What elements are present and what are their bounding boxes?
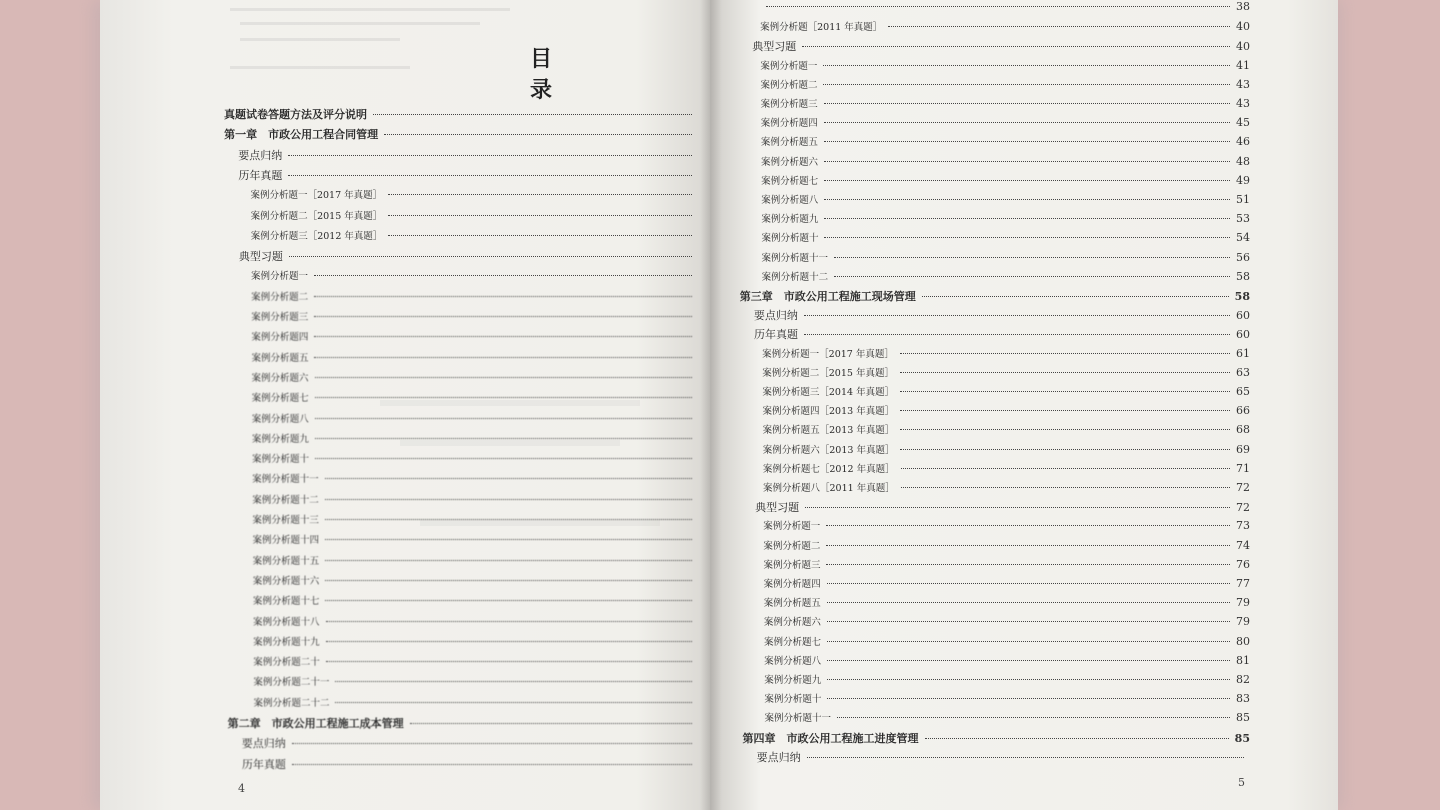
toc-entry <box>760 19 1250 33</box>
toc-entry-label: 案例分析题九 <box>761 214 819 226</box>
toc-entry-label: 案例分析题二 <box>763 540 821 552</box>
toc-entry-page: 45 <box>1235 116 1250 130</box>
page-number-left: 4 <box>238 782 245 795</box>
toc-entry-label: 案例分析题六 <box>251 372 309 384</box>
toc-entry-page: 85 <box>1234 731 1250 745</box>
dot-leader <box>325 499 692 500</box>
dot-leader <box>827 621 1230 622</box>
toc-entry-label: 案例分析题二［2015 年真题］ <box>250 210 383 222</box>
toc-entry <box>740 288 1250 304</box>
toc-entry <box>764 653 1250 667</box>
dot-leader <box>314 316 692 317</box>
toc-entry <box>762 346 1250 360</box>
toc-entry-label: 案例分析题二 <box>760 79 818 91</box>
dot-leader <box>834 257 1230 258</box>
toc-entry-label: 案例分析题一［2017 年真题］ <box>250 190 383 202</box>
toc-entry-label: 案例分析题七［2012 年真题］ <box>762 463 895 475</box>
toc-entry-label: 案例分析题十 <box>252 454 310 466</box>
dot-leader <box>314 357 692 358</box>
dot-leader <box>900 391 1230 392</box>
left-page <box>100 0 710 810</box>
dot-leader <box>315 438 692 439</box>
dot-leader <box>900 372 1230 373</box>
dot-leader <box>900 353 1230 354</box>
dot-leader <box>292 764 692 765</box>
toc-entry-label: 案例分析题十 <box>761 233 819 245</box>
toc-entry <box>251 268 698 282</box>
toc-entry <box>762 365 1250 379</box>
toc-entry <box>761 211 1250 225</box>
dot-leader <box>901 487 1230 488</box>
toc-title: 目 录 <box>530 46 597 103</box>
toc-entry-page: 85 <box>1235 711 1250 725</box>
toc-entry-page: 66 <box>1235 404 1250 418</box>
toc-entry-page: 61 <box>1235 346 1250 360</box>
toc-entry <box>764 576 1250 590</box>
toc-entry-label: 案例分析题三 <box>760 99 818 110</box>
dot-leader <box>888 26 1230 27</box>
toc-entry <box>763 538 1250 552</box>
dot-leader <box>373 114 692 115</box>
toc-entry <box>754 307 1250 323</box>
toc-entry-label: 案例分析题三 <box>251 312 309 323</box>
toc-entry <box>253 593 698 607</box>
toc-entry-label: 案例分析题十四 <box>252 535 320 547</box>
toc-entry-page: 46 <box>1235 135 1250 149</box>
dot-leader <box>807 757 1244 758</box>
toc-entry-label: 历年真题 <box>241 757 286 771</box>
toc-entry-page: 77 <box>1235 577 1250 590</box>
toc-entry-label: 案例分析题十一 <box>761 252 829 264</box>
toc-entry-page: 65 <box>1235 385 1250 398</box>
toc-entry <box>253 674 698 688</box>
toc-entry <box>763 480 1250 494</box>
dot-leader <box>837 717 1230 718</box>
toc-entry-page: 63 <box>1235 365 1250 379</box>
toc-entry-page: 79 <box>1235 615 1250 629</box>
toc-entry <box>228 715 698 731</box>
toc-entry-label: 案例分析题七 <box>761 175 819 187</box>
toc-entry-label: 案例分析题二［2015 年真题］ <box>762 367 894 379</box>
toc-entry-label: 案例分析题六［2013 年真题］ <box>762 444 895 456</box>
dot-leader <box>292 743 692 744</box>
toc-entry-label: 典型习题 <box>238 250 283 264</box>
right-toc <box>710 0 1338 810</box>
toc-entry <box>251 309 698 323</box>
toc-entry-page: 51 <box>1235 193 1250 206</box>
toc-entry <box>224 106 698 122</box>
toc-entry-page: 40 <box>1235 40 1250 54</box>
dot-leader <box>335 702 692 703</box>
toc-entry-page: 38 <box>1236 0 1250 13</box>
toc-entry <box>762 250 1250 264</box>
toc-entry <box>761 115 1250 129</box>
dot-leader <box>805 507 1230 508</box>
toc-entry-label: 案例分析题六 <box>760 156 818 168</box>
toc-entry <box>250 187 698 201</box>
toc-entry-label: 案例分析题八 <box>251 413 309 425</box>
toc-entry <box>252 390 698 404</box>
toc-entry-page: 73 <box>1235 519 1250 533</box>
toc-entry <box>251 329 698 343</box>
toc-entry-page: 60 <box>1235 309 1250 323</box>
toc-entry-label: 案例分析题七 <box>251 393 309 405</box>
dot-leader <box>325 539 692 540</box>
toc-entry <box>764 691 1250 705</box>
dot-leader <box>925 738 1229 739</box>
toc-entry-label: 案例分析题四 <box>251 332 309 344</box>
dot-leader <box>314 275 692 276</box>
dot-leader <box>315 377 692 378</box>
dot-leader <box>827 641 1230 642</box>
toc-entry <box>763 518 1250 532</box>
dot-leader <box>335 681 692 682</box>
toc-entry-label: 案例分析题八［2011 年真题］ <box>763 483 895 494</box>
dot-leader <box>325 519 692 520</box>
toc-entry <box>764 710 1250 724</box>
toc-entry <box>764 672 1250 686</box>
toc-entry-label: 案例分析题十二 <box>761 271 829 283</box>
dot-leader <box>315 458 692 459</box>
toc-entry <box>239 248 698 264</box>
toc-entry-label: 案例分析题三［2014 年真题］ <box>762 387 895 398</box>
dot-leader <box>289 256 692 257</box>
toc-entry-page: 76 <box>1235 557 1250 571</box>
dot-leader <box>325 478 692 479</box>
toc-entry <box>252 492 698 506</box>
toc-entry-page: 83 <box>1235 692 1250 706</box>
toc-entry <box>253 614 698 628</box>
toc-entry <box>763 442 1250 456</box>
toc-entry-page: 43 <box>1235 77 1250 91</box>
toc-entry-label: 案例分析题十八 <box>253 616 320 628</box>
toc-entry-label: 历年真题 <box>754 328 799 342</box>
toc-entry <box>764 614 1250 628</box>
dot-leader <box>823 84 1230 85</box>
toc-entry-label: 案例分析题十二 <box>252 494 319 506</box>
toc-entry-label: 案例分析题八 <box>764 655 822 667</box>
dot-leader <box>325 560 692 561</box>
toc-entry <box>763 461 1250 475</box>
toc-entry-page: 74 <box>1235 538 1250 552</box>
dot-leader <box>922 296 1229 297</box>
right-page <box>710 0 1338 810</box>
toc-entry <box>757 749 1250 765</box>
dot-leader <box>388 215 692 216</box>
dot-leader <box>326 641 692 642</box>
toc-entry <box>253 573 698 587</box>
toc-entry <box>761 154 1250 168</box>
toc-entry-page: 81 <box>1235 653 1250 667</box>
toc-entry-page: 43 <box>1235 97 1250 110</box>
dot-leader <box>326 621 692 622</box>
toc-entry <box>761 96 1250 110</box>
dot-leader <box>824 161 1230 162</box>
left-toc <box>100 0 710 810</box>
toc-entry-label: 案例分析题三 <box>763 559 821 571</box>
toc-entry <box>253 634 698 648</box>
toc-entry <box>760 58 1250 72</box>
dot-leader <box>900 410 1230 411</box>
toc-entry-label: 要点归纳 <box>241 737 286 751</box>
toc-entry-label: 要点归纳 <box>756 750 801 764</box>
toc-entry <box>743 730 1250 746</box>
toc-entry-label: 典型习题 <box>755 501 800 515</box>
toc-entry <box>761 173 1250 187</box>
dot-leader <box>826 564 1230 565</box>
toc-entry-page: 72 <box>1236 481 1250 494</box>
dot-leader <box>326 661 692 662</box>
dot-leader <box>314 336 692 337</box>
dot-leader <box>384 134 692 135</box>
toc-entry-label: 案例分析题九 <box>251 433 309 445</box>
dot-leader <box>901 468 1230 469</box>
toc-entry <box>755 499 1250 515</box>
dot-leader <box>288 175 692 176</box>
toc-entry-label: 案例分析题三［2012 年真题］ <box>250 230 383 242</box>
dot-leader <box>826 545 1230 546</box>
toc-entry <box>252 471 698 485</box>
toc-entry-label: 要点归纳 <box>753 309 798 323</box>
toc-entry-page: 71 <box>1235 461 1250 475</box>
dot-leader <box>325 580 692 581</box>
toc-entry-label: 案例分析题一 <box>760 60 818 72</box>
toc-entry <box>252 370 698 384</box>
dot-leader <box>824 199 1230 200</box>
toc-entry-page: 41 <box>1235 58 1250 72</box>
toc-entry-label: 案例分析题十五 <box>252 555 320 567</box>
toc-entry-page: 56 <box>1235 250 1250 264</box>
toc-entry-label: 案例分析题一 <box>763 521 821 533</box>
toc-entry <box>252 451 698 465</box>
toc-entry-label: 案例分析题四 <box>763 579 821 590</box>
dot-leader <box>826 525 1230 526</box>
toc-entry <box>761 192 1250 206</box>
dot-leader <box>824 141 1230 142</box>
dot-leader <box>388 235 692 236</box>
dot-leader <box>315 397 692 398</box>
toc-entry-label: 第一章 市政公用工程合同管理 <box>224 128 379 142</box>
toc-entry <box>253 654 698 668</box>
toc-entry-page: 79 <box>1235 596 1250 610</box>
toc-entry-label: 案例分析题十 <box>764 694 822 706</box>
toc-entry-label: 案例分析题［2011 年真题］ <box>760 22 883 34</box>
toc-entry <box>760 77 1250 91</box>
toc-entry <box>238 147 698 163</box>
toc-entry-page: 40 <box>1235 20 1250 34</box>
dot-leader <box>827 583 1230 584</box>
toc-entry-page: 72 <box>1235 501 1250 515</box>
toc-entry-label: 案例分析题四 <box>760 118 818 130</box>
toc-entry-label: 历年真题 <box>238 168 283 182</box>
dot-leader <box>766 6 1230 7</box>
dot-leader <box>827 660 1230 661</box>
toc-entry-page: 68 <box>1235 423 1250 437</box>
toc-entry-label: 案例分析题一［2017 年真题］ <box>762 348 894 360</box>
toc-entry <box>252 431 698 445</box>
toc-entry-label: 第三章 市政公用工程施工现场管理 <box>739 290 916 303</box>
dot-leader <box>388 194 692 195</box>
dot-leader <box>824 237 1230 238</box>
toc-entry <box>763 403 1250 417</box>
toc-entry-label: 案例分析题十一 <box>252 474 319 486</box>
toc-entry-label: 案例分析题十一 <box>764 713 831 725</box>
toc-entry <box>242 735 698 751</box>
toc-entry <box>224 126 698 142</box>
toc-entry-label: 案例分析题八 <box>761 195 819 206</box>
dot-leader <box>314 296 692 297</box>
toc-entry <box>761 230 1250 244</box>
toc-entry-page: 58 <box>1235 269 1250 283</box>
toc-entry-page: 49 <box>1235 173 1250 187</box>
toc-entry-label: 第四章 市政公用工程施工进度管理 <box>742 731 919 745</box>
toc-entry <box>764 595 1250 609</box>
toc-entry <box>253 695 698 709</box>
toc-entry <box>252 512 698 526</box>
dot-leader <box>804 334 1230 335</box>
toc-entry-label: 案例分析题二十一 <box>253 677 330 689</box>
toc-entry <box>763 422 1250 436</box>
toc-entry-label: 案例分析题五［2013 年真题］ <box>762 425 895 437</box>
toc-entry <box>754 326 1250 342</box>
toc-entry-label: 案例分析题二十二 <box>253 697 330 709</box>
dot-leader <box>824 180 1230 181</box>
toc-entry-label: 要点归纳 <box>238 148 283 162</box>
toc-entry-label: 案例分析题十七 <box>252 596 320 608</box>
dot-leader <box>824 218 1230 219</box>
toc-entry-label: 第二章 市政公用工程施工成本管理 <box>227 717 404 730</box>
toc-entry <box>252 411 698 425</box>
toc-entry <box>762 384 1250 398</box>
dot-leader <box>315 418 692 419</box>
dot-leader <box>834 276 1230 277</box>
page-number-right: 5 <box>1238 776 1245 789</box>
toc-entry <box>251 289 698 303</box>
toc-entry-page: 69 <box>1235 442 1250 456</box>
dot-leader <box>804 315 1230 316</box>
toc-entry-page: 80 <box>1235 634 1250 648</box>
toc-entry-label: 案例分析题五 <box>763 598 821 610</box>
toc-entry-label: 案例分析题七 <box>763 636 821 648</box>
toc-entry <box>764 634 1250 648</box>
toc-entry <box>251 208 698 222</box>
book-gutter <box>700 0 722 810</box>
toc-entry-page: 54 <box>1235 231 1250 245</box>
toc-entry <box>253 553 698 567</box>
toc-entry-label: 案例分析题五 <box>760 137 818 149</box>
dot-leader <box>802 46 1230 47</box>
dot-leader <box>827 679 1230 680</box>
toc-entry-page: 58 <box>1234 290 1250 303</box>
toc-entry-label: 真题试卷答题方法及评分说明 <box>224 108 367 121</box>
toc-entry-label: 案例分析题九 <box>764 675 822 686</box>
toc-entry-label: 典型习题 <box>752 40 797 54</box>
toc-entry-label: 案例分析题一 <box>250 271 308 283</box>
toc-entry <box>242 756 698 772</box>
toc-entry <box>762 269 1250 283</box>
toc-entry-label: 案例分析题十六 <box>252 575 320 587</box>
toc-entry <box>761 134 1250 148</box>
toc-entry-label: 案例分析题二十 <box>253 657 320 669</box>
dot-leader <box>827 698 1230 699</box>
dot-leader <box>288 155 692 156</box>
toc-entry <box>760 0 1250 13</box>
dot-leader <box>824 103 1230 104</box>
toc-entry-label: 案例分析题六 <box>763 617 821 629</box>
toc-entry <box>253 532 698 546</box>
toc-entry-label: 案例分析题十九 <box>253 636 320 648</box>
toc-entry-label: 案例分析题四［2013 年真题］ <box>762 406 895 418</box>
toc-entry-label: 案例分析题五 <box>251 352 309 364</box>
dot-leader <box>827 602 1230 603</box>
toc-entry-label: 案例分析题十三 <box>252 515 319 526</box>
toc-entry-label: 案例分析题二 <box>251 291 309 303</box>
dot-leader <box>325 600 692 601</box>
toc-entry-page: 60 <box>1235 328 1250 342</box>
toc-entry <box>238 167 698 183</box>
toc-entry <box>251 228 698 242</box>
toc-entry-page: 53 <box>1235 212 1250 226</box>
toc-entry-page: 82 <box>1235 673 1250 686</box>
dot-leader <box>823 65 1230 66</box>
toc-entry <box>752 38 1250 54</box>
dot-leader <box>900 449 1230 450</box>
dot-leader <box>900 429 1230 430</box>
dot-leader <box>824 122 1230 123</box>
toc-entry-page: 48 <box>1235 154 1250 168</box>
toc-entry <box>251 350 698 364</box>
dot-leader <box>410 723 692 724</box>
toc-entry <box>763 557 1250 571</box>
